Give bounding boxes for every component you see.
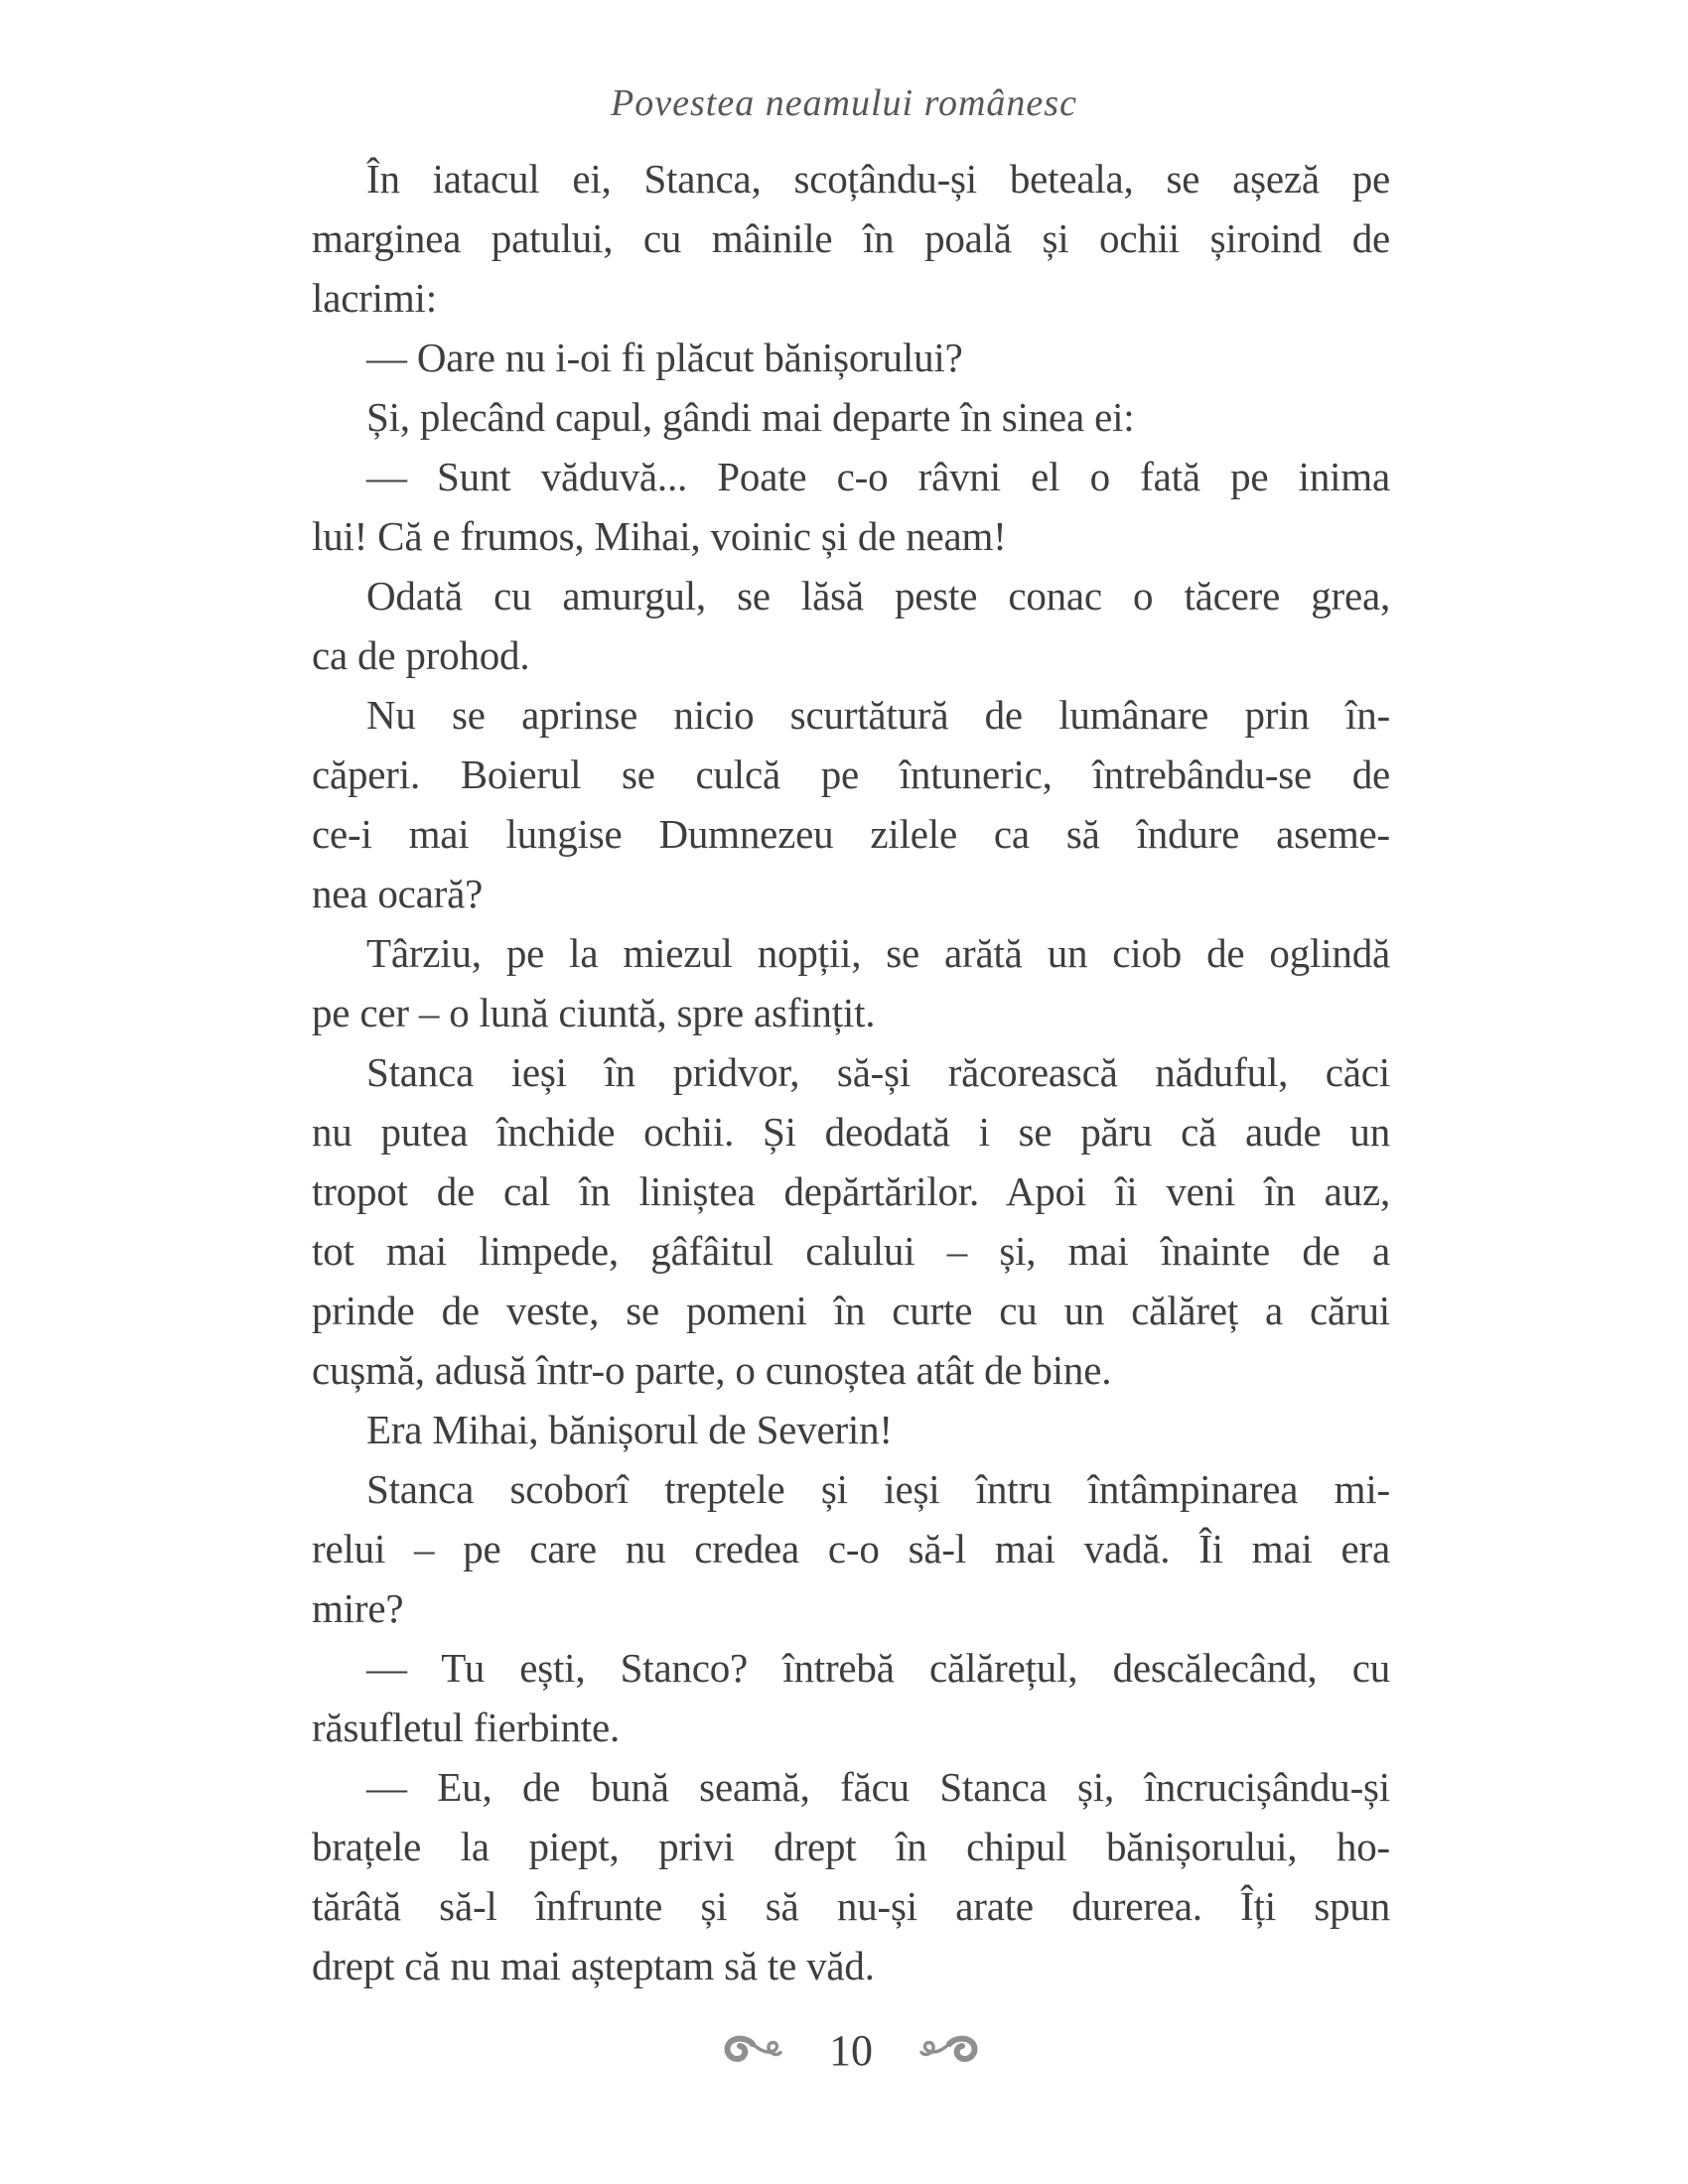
text-line: răsufletul fierbinte. (312, 1705, 621, 1750)
text-line: — Oare nu i-oi fi plăcut bănișorului? (366, 335, 963, 380)
paragraph (312, 328, 1390, 387)
text-line: tot mai limpede, gâfâitul calului – și, mai înainte de a (312, 1228, 1390, 1274)
text-line: Și, plecând capul, gândi mai departe în sinea ei: (366, 394, 1135, 440)
paragraph (312, 1400, 1390, 1459)
flourish-left-icon (722, 2033, 783, 2069)
page-footer (312, 2026, 1390, 2075)
text-line: drept că nu mai așteptam să te văd. (312, 1943, 875, 1988)
text-line: brațele la piept, privi drept în chipul bănișorului, ho- (312, 1824, 1390, 1869)
text-line: marginea patului, cu mâinile în poală și ochii șiroind de (312, 215, 1390, 261)
text-line: lui! Că e frumos, Mihai, voinic și de neam! (312, 513, 1007, 559)
text-line: mire? (312, 1585, 404, 1631)
text-line: Era Mihai, bănișorul de Severin! (366, 1407, 893, 1452)
text-line: tărâtă să-l înfrunte și să nu-și arate durerea. Îți spun (312, 1883, 1390, 1929)
paragraph (312, 923, 1390, 1042)
text-line: nu putea închide ochii. Și deodată i se păru că aude un (312, 1109, 1390, 1155)
text-line: prinde de veste, se pomeni în curte cu un călăreț a cărui (312, 1288, 1390, 1333)
text-line: ce-i mai lungise Dumnezeu zilele ca să îndure aseme- (312, 811, 1390, 857)
paragraph (312, 566, 1390, 685)
paragraph (312, 1459, 1390, 1638)
paragraph (312, 1042, 1390, 1400)
text-line: — Eu, de bună seamă, făcu Stanca și, încrucișându-și (366, 1764, 1390, 1810)
paragraph (312, 387, 1390, 447)
flourish-right-icon (918, 2033, 980, 2069)
paragraph (312, 1638, 1390, 1757)
paragraph (312, 447, 1390, 566)
text-line: pe cer – o lună ciuntă, spre asfințit. (312, 990, 876, 1035)
text-line: tropot de cal în liniștea depărtărilor. Apoi îi veni în auz, (312, 1168, 1390, 1214)
text-line: căperi. Boierul se culcă pe întuneric, întrebându-se de (312, 751, 1390, 797)
text-line: Târziu, pe la miezul nopții, se arătă un ciob de oglindă (366, 930, 1390, 976)
text-line: Nu se aprinse nicio scurtătură de lumânare prin în- (366, 692, 1390, 738)
text-line: cușmă, adusă într-o parte, o cunoștea atât de bine. (312, 1347, 1112, 1393)
text-block (312, 149, 1390, 1995)
paragraph (312, 149, 1390, 328)
text-line: lacrimi: (312, 275, 437, 321)
paragraph (312, 1757, 1390, 1995)
text-line: Odată cu amurgul, se lăsă peste conac o tăcere grea, (366, 573, 1390, 618)
text-line: nea ocară? (312, 871, 484, 916)
running-header: Povestea neamului românesc (611, 82, 1077, 124)
paragraph (312, 685, 1390, 923)
text-line: — Sunt văduvă... Poate c-o râvni el o fată pe inima (366, 454, 1390, 499)
page-number: 10 (829, 2026, 873, 2075)
text-line: ca de prohod. (312, 632, 530, 678)
text-line: În iatacul ei, Stanca, scoțându-și beteala, se așeză pe (366, 156, 1390, 202)
text-line: — Tu ești, Stanco? întrebă călărețul, descălecând, cu (366, 1645, 1390, 1691)
text-line: relui – pe care nu credea c-o să-l mai vadă. Îi mai era (312, 1526, 1390, 1571)
text-line: Stanca scoborî treptele și ieși întru întâmpinarea mi- (366, 1466, 1390, 1512)
text-line: Stanca ieși în pridvor, să-și răcorească năduful, căci (366, 1049, 1390, 1095)
